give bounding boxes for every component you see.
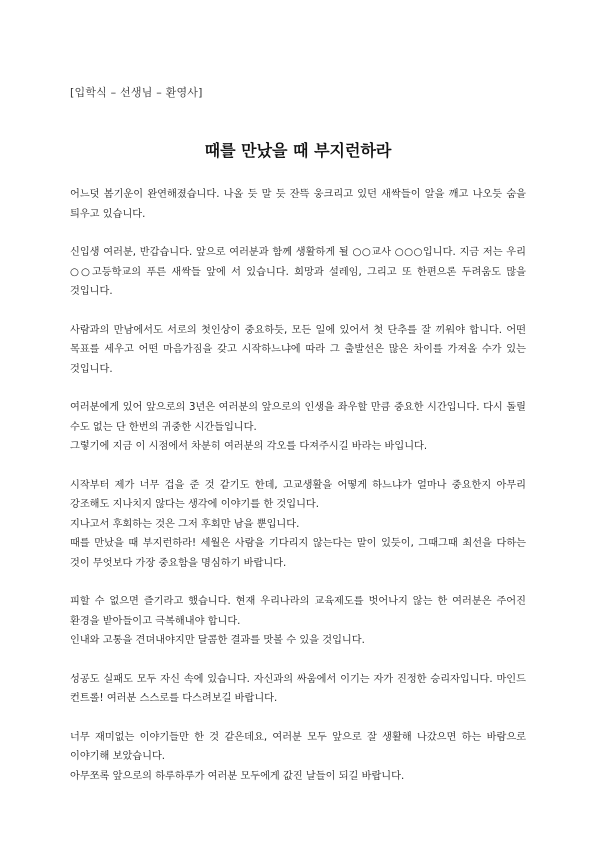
paragraph-line: 사람과의 만남에서도 서로의 첫인상이 중요하듯, 모든 일에 있어서 첫 단추를 잘 끼워야 합니다. 어떤 목표를 세우고 어떤 마음가짐을 갖고 시작하느냐에 따라 그 출발선은 많은 차이를 가져올 수가 있는 것입니다. [70,324,526,375]
paragraph-line: 때를 만났을 때 부지런하라! 세월은 사람을 기다리지 않는다는 말이 있듯이, 그때그때 최선을 다하는 것이 무엇보다 가장 중요함을 명심하기 바랍니다. [70,538,526,569]
paragraph [70,728,526,787]
paragraph [70,185,526,224]
paragraph-line: 피할 수 없으면 즐기라고 했습니다. 현재 우리나라의 교육제도를 벗어나지 않는 한 여러분은 주어진 환경을 받아들이고 극복해내야 합니다. [70,596,526,627]
paragraph-line: 그렇기에 지금 이 시점에서 차분히 여러분의 각오를 다져주시길 바라는 바입니다. [70,441,428,452]
paragraph [70,321,526,380]
paragraph [70,670,526,709]
paragraph-line: 신입생 여러분, 반갑습니다. 앞으로 여러분과 함께 생활하게 될 ○○교사 ○○○입니다. 지금 저는 우리 ○○고등학교의 푸른 새싹들 앞에 서 있습니다. 희망과 설레임, 그리고 또 한편으론 두려움도 많을 것입니다. [70,247,526,297]
document-page [70,84,526,805]
paragraph [70,592,526,651]
paragraph [70,476,526,574]
paragraph-line: 인내와 고통을 견뎌내야지만 달콤한 결과를 맛볼 수 있을 것입니다. [70,635,365,646]
paragraph [70,398,526,457]
paragraph-line: 어느덧 봄기운이 완연해졌습니다. 나올 듯 말 듯 잔뜩 웅크리고 있던 새싹들이 알을 깨고 나오듯 숨을 틔우고 있습니다. [70,189,526,220]
header-tag: [입학식 – 선생님 – 환영사] [70,86,203,99]
paragraph-line: 성공도 실패도 모두 자신 속에 있습니다. 자신과의 싸움에서 이기는 자가 진정한 승리자입니다. 마인드 컨트롤! 여러분 스스로를 다스려보길 바랍니다. [70,673,526,704]
paragraph-line: 아무쪼록 앞으로의 하루하루가 여러분 모두에게 값진 날들이 되길 바랍니다. [70,770,405,782]
paragraph-line: 여러분에게 있어 앞으로의 3년은 여러분의 앞으로의 인생을 좌우할 만큼 중요한 시간입니다. 다시 돌릴 수도 없는 단 한번의 귀중한 시간들입니다. [70,402,526,433]
paragraph [70,243,526,302]
paragraph-line: 너무 재미없는 이야기들만 한 것 같은데요, 여러분 모두 앞으로 잘 생활해 나갔으면 하는 바람으로 이야기해 보았습니다. [70,731,526,762]
paragraph-line: 지나고서 후회하는 것은 그저 후회만 남을 뿐입니다. [70,518,300,530]
paragraph-line: 시작부터 제가 너무 겁을 준 것 같기도 한데, 고교생활을 어떻게 하느냐가 얼마나 중요한지 아무리 강조해도 지나치지 않다는 생각에 이야기를 한 것입니다. [70,479,526,510]
body-text [70,185,526,786]
page-title: 때를 만났을 때 부지런하라 [204,141,392,160]
